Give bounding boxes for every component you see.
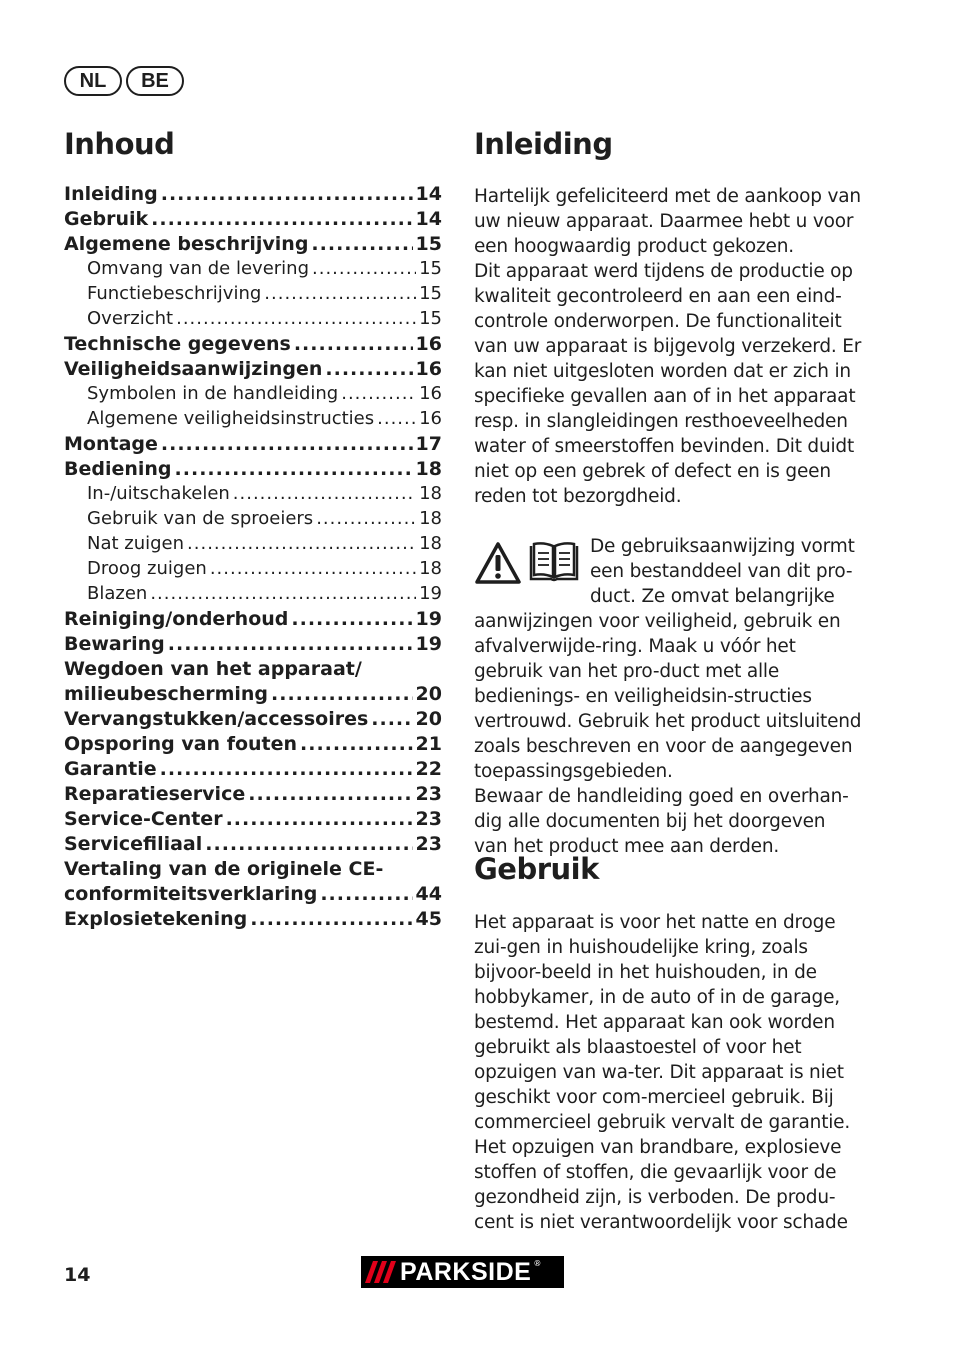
gebruik-paragraph-1: Het apparaat is voor het natte en droge zui-gen in huishoudelijke kring, zoals bijvoor-beeld in het huishouden, in de hobbykamer, in de auto of in de garage, bestemd. Het apparaat kan ook worden gebruikt als blaastoestel of voor het opzuigen van wa-ter. Dit apparaat is niet geschikt voor com-mercieel gebruik. Bij commercieel gebruik vervalt de garantie.	[474, 912, 851, 1133]
toc-entry-label: Omvang van de levering	[87, 258, 310, 279]
parkside-logo	[361, 1256, 564, 1288]
toc-entry-page: 18	[419, 508, 442, 529]
toc-entry	[64, 283, 442, 308]
toc-entry-label: In-/uitschakelen	[87, 483, 230, 504]
toc-entry-page: 16	[415, 358, 442, 380]
toc-entry-leader	[312, 258, 416, 279]
toc-entry-label: Vertaling van de originele CE-	[64, 858, 384, 880]
toc-entry-label: Inleiding	[64, 183, 158, 205]
toc-entry-label: Bewaring	[64, 633, 165, 655]
logo-registered-mark: ®	[533, 1259, 542, 1268]
toc-entry	[64, 708, 442, 733]
toc-entry-leader	[325, 358, 412, 380]
inleiding-title: Inleiding	[474, 127, 613, 161]
toc-entry-leader	[161, 183, 413, 205]
toc-entry-label: Functiebeschrijving	[87, 283, 262, 304]
toc-entry	[64, 433, 442, 458]
toc-entry	[64, 408, 442, 433]
toc-entry	[64, 208, 442, 233]
gebruik-title: Gebruik	[474, 852, 599, 886]
toc-title: Inhoud	[64, 127, 175, 161]
toc-entry-leader	[371, 708, 412, 730]
toc-entry-leader	[320, 883, 412, 905]
toc-entry-page: 18	[419, 558, 442, 579]
inleiding-paragraph-3: Bewaar de handleiding goed en overhan-dig alle documenten bij het doorgeven van het product mee aan derden.	[474, 786, 849, 857]
toc-entry-label: milieubescherming	[64, 683, 269, 705]
toc-entry-page: 15	[419, 308, 442, 329]
inleiding-paragraph-2: Dit apparaat werd tijdens de productie op kwaliteit gecontroleerd en aan een eind-controle onderworpen. De functionaliteit van uw apparaat is bijgevolg verzekerd. Er kan niet uitgesloten worden dat er zich in specifieke gevallen aan of in het apparaat resp. in slangleidingen resthoeveelheden water of smeerstoffen bevinden. Dit duidt niet op een gebrek of defect en is geen reden tot bezorgdheid.	[474, 261, 862, 507]
gebruik-paragraph-2: Het opzuigen van brandbare, explosieve stoffen of stoffen, die gevaarlijk voor de gezondheid zijn, is verboden. De produ-cent is niet verantwoordelijk voor schade	[474, 1137, 848, 1233]
read-manual-book-icon	[528, 541, 580, 585]
toc-entry-leader	[300, 733, 413, 755]
warning-text: De gebruiksaanwijzing vormt een bestanddeel van dit pro-duct. Ze omvat belangrijke aanwijzingen voor veiligheid, gebruik en afvalverwijde-ring. Maak u vóór het gebruik van het pro-duct met alle bedienings- en veiligheidsin-structies vertrouwd. Gebruik het product uitsluitend zoals beschreven en voor de aangegeven toepassingsgebieden.	[474, 536, 862, 782]
toc-entry	[64, 733, 442, 758]
toc-entry-page: 18	[419, 533, 442, 554]
toc-entry	[64, 258, 442, 283]
toc-entry-label: Explosietekening	[64, 908, 248, 930]
gebruik-body	[474, 910, 862, 1235]
toc-entry	[64, 533, 442, 558]
toc-entry-label: Overzicht	[87, 308, 174, 329]
toc-entry-label: Wegdoen van het apparaat/	[64, 658, 362, 680]
toc-entry-page: 15	[419, 283, 442, 304]
toc-entry-leader	[161, 433, 413, 455]
toc-entry-leader	[316, 508, 416, 529]
toc-entry-page: 23	[415, 808, 442, 830]
toc-entry-page: 16	[419, 408, 442, 429]
toc-entry-page: 16	[419, 383, 442, 404]
toc-entry-page: 15	[415, 233, 442, 255]
language-badges	[64, 66, 184, 96]
toc-entry-page: 15	[419, 258, 442, 279]
toc-entry	[64, 183, 442, 208]
language-badge-nl: NL	[64, 66, 122, 96]
warning-block	[474, 534, 862, 784]
toc-entry	[64, 333, 442, 358]
toc-entry-page: 45	[415, 908, 442, 930]
toc-entry-label: Algemene beschrijving	[64, 233, 309, 255]
toc-entry-label: conformiteitsverklaring	[64, 883, 318, 905]
toc-entry-page: 23	[415, 783, 442, 805]
toc-entry-leader	[175, 458, 413, 480]
toc-entry-leader	[205, 833, 412, 855]
toc-entry-leader	[377, 408, 416, 429]
toc-entry-leader	[160, 758, 413, 780]
toc-entry	[64, 558, 442, 583]
toc-entry-page: 14	[415, 208, 442, 230]
toc-entry-page: 18	[419, 483, 442, 504]
toc-entry	[64, 508, 442, 533]
toc-entry-leader	[264, 283, 416, 304]
toc-entry-leader	[250, 908, 412, 930]
toc-entry	[64, 833, 442, 858]
toc-entry	[64, 383, 442, 408]
toc-entry-leader	[151, 208, 412, 230]
toc-entry	[64, 908, 442, 933]
logo-wordmark: PARKSIDE	[400, 1257, 532, 1286]
toc-entry-label: Bediening	[64, 458, 172, 480]
toc-entry	[64, 583, 442, 608]
toc-entry-leader	[187, 533, 416, 554]
toc-entry-page: 16	[415, 333, 442, 355]
toc-entry	[64, 483, 442, 508]
toc-entry-leader	[248, 783, 412, 805]
inleiding-paragraph-1: Hartelijk gefeliciteerd met de aankoop van uw nieuw apparaat. Daarmee hebt u voor een hoogwaardig product gekozen.	[474, 186, 861, 257]
toc-entry-leader	[291, 608, 412, 630]
toc-entry	[64, 808, 442, 833]
toc-entry-label: Reparatieservice	[64, 783, 246, 805]
toc-entry-label: Gebruik van de sproeiers	[87, 508, 314, 529]
logo-slashes	[369, 1261, 392, 1283]
toc-entry-page: 44	[415, 883, 442, 905]
toc-entry-leader	[168, 633, 413, 655]
toc-entry-label: Garantie	[64, 758, 157, 780]
toc-entry	[64, 608, 442, 633]
page-number: 14	[64, 1264, 91, 1286]
toc-entry-page: 14	[415, 183, 442, 205]
table-of-contents	[64, 183, 442, 933]
toc-entry	[64, 783, 442, 808]
toc-entry	[64, 308, 442, 333]
toc-entry-page: 20	[415, 683, 442, 705]
toc-entry-label: Opsporing van fouten	[64, 733, 298, 755]
toc-entry	[64, 633, 442, 658]
toc-entry-leader	[176, 308, 416, 329]
toc-entry-page: 19	[415, 608, 442, 630]
toc-entry-page: 23	[415, 833, 442, 855]
warning-icons	[474, 541, 580, 585]
toc-entry-page: 18	[415, 458, 442, 480]
toc-entry-label: Service-Center	[64, 808, 223, 830]
toc-entry	[64, 358, 442, 383]
toc-entry-label: Algemene veiligheidsinstructies	[87, 408, 375, 429]
toc-entry-page: 17	[415, 433, 442, 455]
toc-entry-label: Montage	[64, 433, 158, 455]
toc-entry-label: Reiniging/onderhoud	[64, 608, 289, 630]
toc-entry	[64, 658, 442, 683]
inleiding-body	[474, 184, 862, 859]
toc-entry-label: Nat zuigen	[87, 533, 185, 554]
toc-entry	[64, 458, 442, 483]
toc-entry-leader	[210, 558, 416, 579]
warning-triangle-icon	[474, 541, 522, 585]
toc-entry-page: 22	[415, 758, 442, 780]
toc-entry-label: Blazen	[87, 583, 148, 604]
toc-entry-leader	[311, 233, 412, 255]
toc-entry-label: Gebruik	[64, 208, 149, 230]
toc-entry-page: 19	[415, 633, 442, 655]
toc-entry-label: Droog zuigen	[87, 558, 207, 579]
toc-entry-leader	[271, 683, 413, 705]
toc-entry	[64, 758, 442, 783]
toc-entry-label: Servicefiliaal	[64, 833, 203, 855]
toc-entry	[64, 858, 442, 883]
toc-entry-leader	[233, 483, 416, 504]
toc-entry-page: 19	[419, 583, 442, 604]
toc-entry-label: Symbolen in de handleiding	[87, 383, 339, 404]
language-badge-be: BE	[126, 66, 184, 96]
toc-entry-label: Technische gegevens	[64, 333, 291, 355]
toc-entry-page: 20	[415, 708, 442, 730]
toc-entry-label: Vervangstukken/accessoires	[64, 708, 369, 730]
toc-entry-leader	[294, 333, 413, 355]
toc-entry-leader	[341, 383, 416, 404]
toc-entry	[64, 233, 442, 258]
toc-entry	[64, 683, 442, 708]
toc-entry-label: Veiligheidsaanwijzingen	[64, 358, 323, 380]
toc-entry-leader	[150, 583, 416, 604]
toc-entry-page: 21	[415, 733, 442, 755]
toc-entry	[64, 883, 442, 908]
toc-entry-leader	[226, 808, 413, 830]
